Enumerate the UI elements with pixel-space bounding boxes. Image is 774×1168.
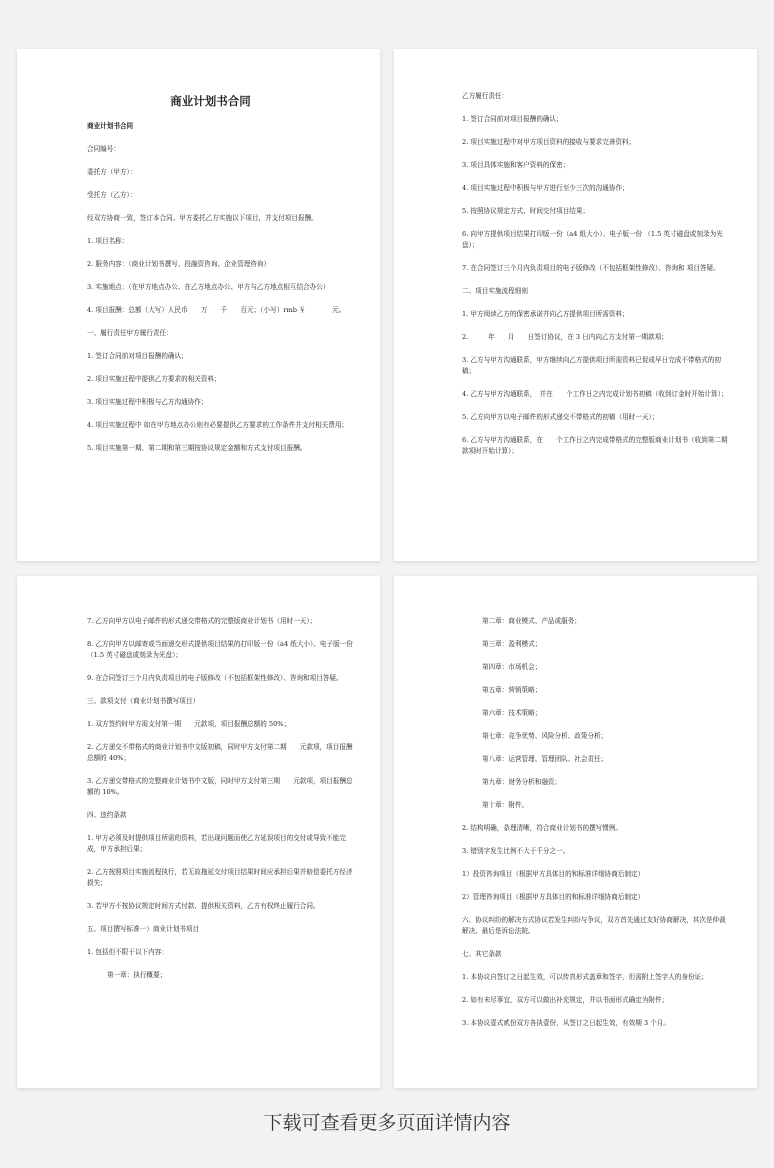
paragraph: 4. 项目实施过程中积极与甲方进行至少三次的沟通协作； — [462, 184, 629, 192]
document-title: 商业计划书合同 — [170, 94, 251, 108]
chapter-item: 第五章：营销策略； — [482, 686, 542, 694]
paragraph: 9. 在合同签订三个月内负责项目的电子版修改（不包括框架性修改）、咨询和项目答疑。 — [87, 674, 343, 682]
paragraph: 1. 双方签约时甲方需支付第一期 元款项，项目报酬总额的 50%； — [87, 720, 291, 728]
section-heading: 四、违约条款 — [87, 811, 127, 819]
paragraph: 1）投资咨询项目（根据甲方具体目的和标准详细协商后制定） — [462, 870, 645, 878]
paragraph: 2. 年 月 日签订协议，在 3 日内向乙方支付第一期款项； — [462, 333, 668, 341]
paragraph: 6. 向甲方提供项目结果打印版一份（a4 纸大小）、电子版一份 （1.5 英寸磁盘或刻录为光盘）； — [462, 230, 723, 249]
section-heading: 七、其它条款 — [462, 950, 502, 958]
paragraph: 3. 项目实施过程中积极与乙方沟通协作； — [87, 398, 208, 406]
paragraph: 3. 乙方递交带格式的完整商业计划书中文版，同时甲方支付第三期 元款项，项目报酬总额的 10%。 — [87, 777, 353, 796]
paragraph: 1. 签订合同前对项目报酬的确认； — [462, 115, 563, 123]
paragraph: 4. 项目报酬：总额（大写）人民币 万 千 百元；（小写）rmb ￥ 元。 — [87, 306, 346, 314]
paragraph: 3. 错别字发生比例不大于千分之一。 — [462, 847, 570, 855]
paragraph: 1. 甲方阅读乙方的保密承诺并向乙方提供项目所需资料； — [462, 310, 629, 318]
chapter-item: 第二章：商业模式、产品或服务； — [482, 617, 581, 625]
paragraph: 4. 乙方与甲方沟通联系， 并在 个工作日之内完成计划书初稿（收到订金时开始计算）； — [462, 390, 728, 398]
paragraph: 2. 乙方递交不带格式的商业计划书中文版初稿，同时甲方支付第二期 元款项，项目报酬总额的 40%； — [87, 743, 353, 762]
chapter-item: 第七章：竞争优势、风险分析、政策分析； — [482, 732, 608, 740]
paragraph: 5. 项目实施第一期、第二期和第三期按协议规定金额和方式支付项目报酬。 — [87, 444, 307, 452]
paragraph: 2. 乙方按照项目实施流程执行，若无故拖延交付项目结果时间应承担后果并赔偿委托方经济损失； — [87, 868, 353, 887]
paragraph: 3. 乙方与甲方沟通联系，甲方继续向乙方提供项目所需资料已促成早日完成不带格式的初稿； — [462, 356, 721, 375]
paragraph: 合同编号： — [87, 145, 120, 153]
section-heading: 乙方履行责任： — [462, 92, 509, 100]
section-heading: 一、履行责任甲方履行责任： — [87, 329, 173, 337]
paragraph: 1. 包括但不限于以下内容： — [87, 948, 168, 956]
paragraph: 7. 在合同签订三个月内负责项目的电子版修改（不包括框架性修改）、咨询和 项目答疑。 — [462, 264, 720, 272]
chapter-item: 第三章：盈利模式； — [482, 640, 542, 648]
paragraph: 受托方（乙方）： — [87, 191, 137, 199]
document-page-2 — [394, 49, 757, 561]
paragraph: 2. 项目实施过程中提供乙方要求的相关资料； — [87, 375, 221, 383]
chapter-item: 第一章：执行概要； — [107, 971, 167, 979]
paragraph: 2. 如有未尽事宜，双方可以做出补充规定，并以书面形式确定为附件； — [462, 996, 669, 1004]
paragraph: 1. 项目名称： — [87, 237, 129, 245]
paragraph: 1. 本协议自签订之日起生效，可以传真形式盖章和签字，但需附上签字人的身份证； — [462, 973, 708, 981]
section-heading: 五、项目撰写标准一）商业计划书项目 — [87, 925, 200, 933]
paragraph: 委托方（甲方）： — [87, 168, 137, 176]
document-page-3 — [17, 576, 380, 1088]
contract-subtitle: 商业计划书合同 — [87, 122, 134, 130]
paragraph: 5. 按照协议规定方式、时间交付项目结果； — [462, 207, 590, 215]
paragraph: 3. 实施地点：（在甲方地点办公、在乙方地点办公、甲方与乙方地点相互结合办公） — [87, 283, 330, 291]
paragraph: 3. 若甲方不按协议规定时间方式付款、提供相关资料，乙方有权终止履行合同。 — [87, 902, 320, 910]
paragraph: 1. 签订合同前对项目报酬的确认； — [87, 352, 188, 360]
section-heading: 二、项目实施流程细则 — [462, 287, 528, 295]
paragraph: 3. 项目具体实施和客户资料的保密； — [462, 161, 570, 169]
paragraph: 2. 结构明确，条理清晰，符合商业计划书的撰写惯例。 — [462, 824, 623, 832]
paragraph: 4. 项目实施过程中 如在甲方地点办公则有必要提供乙方要求的工作条件并支付相关费用； — [87, 421, 349, 429]
paragraph: 1. 甲方必须及时提供项目所需的资料，若出现问题而使乙方延误项目的交付或导致不能完成，甲方承担后果； — [87, 834, 346, 853]
download-more-caption: 下载可查看更多页面详情内容 — [263, 1112, 511, 1134]
chapter-item: 第九章：财务分析和融资； — [482, 778, 562, 786]
document-page-1 — [17, 49, 380, 561]
chapter-item: 第十章：附件。 — [482, 801, 529, 809]
paragraph: 六、协议纠纷的解决方式协议若发生纠纷与争议，双方首先通过友好协商解决，其次是仲裁解决、最后是诉讼法院。 — [462, 916, 726, 935]
paragraph: 8. 乙方向甲方以邮寄或当面递交形式提供项目结果的打印版一份（a4 纸大小）、电子版一份（1.5 英寸磁盘或刻录为光盘）； — [87, 640, 353, 659]
chapter-item: 第四章：市场机会； — [482, 663, 542, 671]
chapter-item: 第六章：技术策略； — [482, 709, 542, 717]
section-heading: 三、款项支付（商业计划书撰写项目） — [87, 697, 200, 705]
paragraph: 7. 乙方向甲方以电子邮件的形式递交带格式的完整版商业计划书（用时一天）； — [87, 617, 317, 625]
paragraph: 5. 乙方向甲方以电子邮件的形式递交不带格式的初稿（用时一天）； — [462, 413, 659, 421]
chapter-item: 第八章：运营管理、管理团队、社会责任； — [482, 755, 608, 763]
paragraph: 2. 项目实施过程中对甲方项目资料的接收与要求完善资料； — [462, 138, 636, 146]
paragraph: 2）管理咨询项目（根据甲方具体目的和标准详细协商后制定） — [462, 893, 645, 901]
paragraph: 经双方协商一致，签订本合同。甲方委托乙方实施以下项目，并支付项目报酬。 — [87, 214, 318, 222]
document-page-4 — [394, 576, 757, 1088]
paragraph: 3. 本协议壹式贰份双方各执壹份，从签订之日起生效，有效期 3 个月。 — [462, 1019, 670, 1027]
paragraph: 2. 服务内容：（商业计划书撰写、投融资咨询、企业管理咨询） — [87, 260, 271, 268]
paragraph: 6. 乙方与甲方沟通联系，在 个工作日之内完成带格式的完整版商业计划书（收到第二期款项时开始计算）； — [462, 436, 728, 455]
